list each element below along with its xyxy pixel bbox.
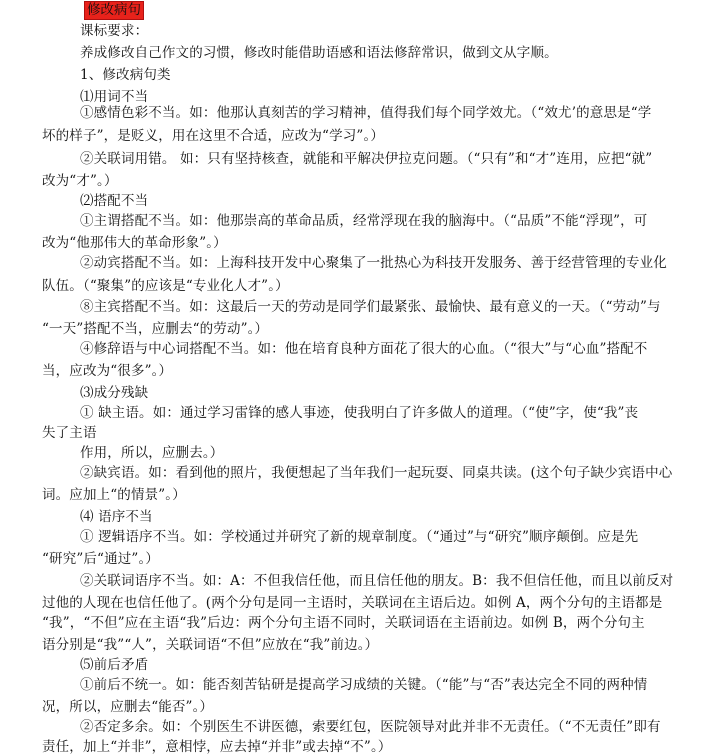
list-item-cont: 词。应加上“的情景”。）	[42, 487, 186, 503]
list-item: ②动宾搭配不当。如：上海科技开发中心聚集了一批热心为科技开发服务、善于经营管理的专业化	[80, 255, 667, 271]
list-item: ①前后不统一。如：能否刻苦钻研是提高学习成绩的关键。（“能”与“否”表达完全不同的两种情	[80, 677, 648, 693]
list-item: ②关联词语序不当。如：A：不但我信任他，而且信任他的朋友。B：我不但信任他，而且以前反对	[80, 573, 674, 589]
list-item-cont: 失了主语	[42, 425, 97, 441]
section-heading: 课标要求：	[80, 23, 149, 39]
title-highlight: 修改病句	[84, 1, 144, 20]
list-item: ②关联词用错。 如：只有坚持核查，就能和平解决伊拉克问题。（“只有”和“才”连用，应把“就”	[80, 151, 653, 167]
list-item-cont: 语分别是“我”“人”，关联词语“不但”应放在“我”前边。）	[42, 637, 379, 653]
list-item-cont: “我”，“不但”应在主语“我”后边：两个分句主语不同时，关联词语在主语前边。如例 B，两个分句主	[42, 615, 645, 631]
subheading: ⑶成分残缺	[80, 385, 149, 401]
list-item-cont: 当，应改为“很多”。）	[42, 363, 173, 379]
list-item: ① 缺主语。如：通过学习雷锋的感人事迹，使我明白了许多做人的道理。（“使”字，使“我”丧	[80, 405, 639, 421]
list-item-cont: 坏的样子”，是贬义，用在这里不合适，应改为“学习”。）	[42, 128, 385, 144]
list-item: ②否定多余。如：个别医生不讲医德，索要红包，医院领导对此并非不无责任。（“不无责任”即有	[80, 719, 661, 735]
subheading: ⑸前后矛盾	[80, 657, 149, 673]
list-item-cont: 改为“他那伟大的革命形象”。）	[42, 235, 227, 251]
list-item-cont: 过他的人现在也信任他了。(两个分句是同一主语时，关联词在主语后边。如例 A，两个分句的主语都是	[42, 595, 663, 611]
list-item: ②缺宾语。如：看到他的照片，我便想起了当年我们一起玩耍、同桌共读。(这个句子缺少宾语中心	[80, 465, 673, 481]
list-item: ①主谓搭配不当。如：他那崇高的革命品质，经常浮现在我的脑海中。（“品质”不能“浮现”，可	[80, 213, 648, 229]
list-item-cont: 队伍。（“聚集”的应该是“专业化人才”。）	[42, 278, 289, 294]
list-item-cont: “研究”后“通过”。）	[42, 551, 160, 567]
list-item: ① 逻辑语序不当。如：学校通过并研究了新的规章制度。（“通过”与“研究”顺序颠倒。应是先	[80, 529, 639, 545]
subheading: ⑴用词不当	[80, 89, 149, 105]
list-item-cont: 责任，加上“并非”，意相悖，应去掉“并非”或去掉“不”。）	[42, 739, 392, 755]
category-heading: 1、修改病句类	[80, 67, 171, 83]
subheading: ⑵搭配不当	[80, 193, 149, 209]
list-item-cont: “一天”搭配不当，应删去“的劳动”。）	[42, 321, 269, 337]
list-item-cont: 改为“才”。）	[42, 173, 118, 189]
list-item: ⑧主宾搭配不当。如：这最后一天的劳动是同学们最紧张、最愉快、最有意义的一天。（“劳动”与	[80, 299, 661, 315]
list-item: ①感情色彩不当。如：他那认真刻苦的学习精神，值得我们每个同学效尤。（“效尤’的意思是“学	[80, 105, 652, 121]
subheading: ⑷ 语序不当	[80, 509, 153, 525]
list-item-cont: 作用，所以，应删去。）	[80, 445, 224, 461]
requirement-text: 养成修改自己作文的习惯，修改时能借助语感和语法修辞常识，做到文从字顺。	[80, 45, 558, 61]
list-item-cont: 况，所以，应删去“能否”。）	[42, 699, 214, 715]
list-item: ④修辞语与中心词搭配不当。如：他在培育良种方面花了很大的心血。（“很大”与“心血”搭配不	[80, 341, 648, 357]
